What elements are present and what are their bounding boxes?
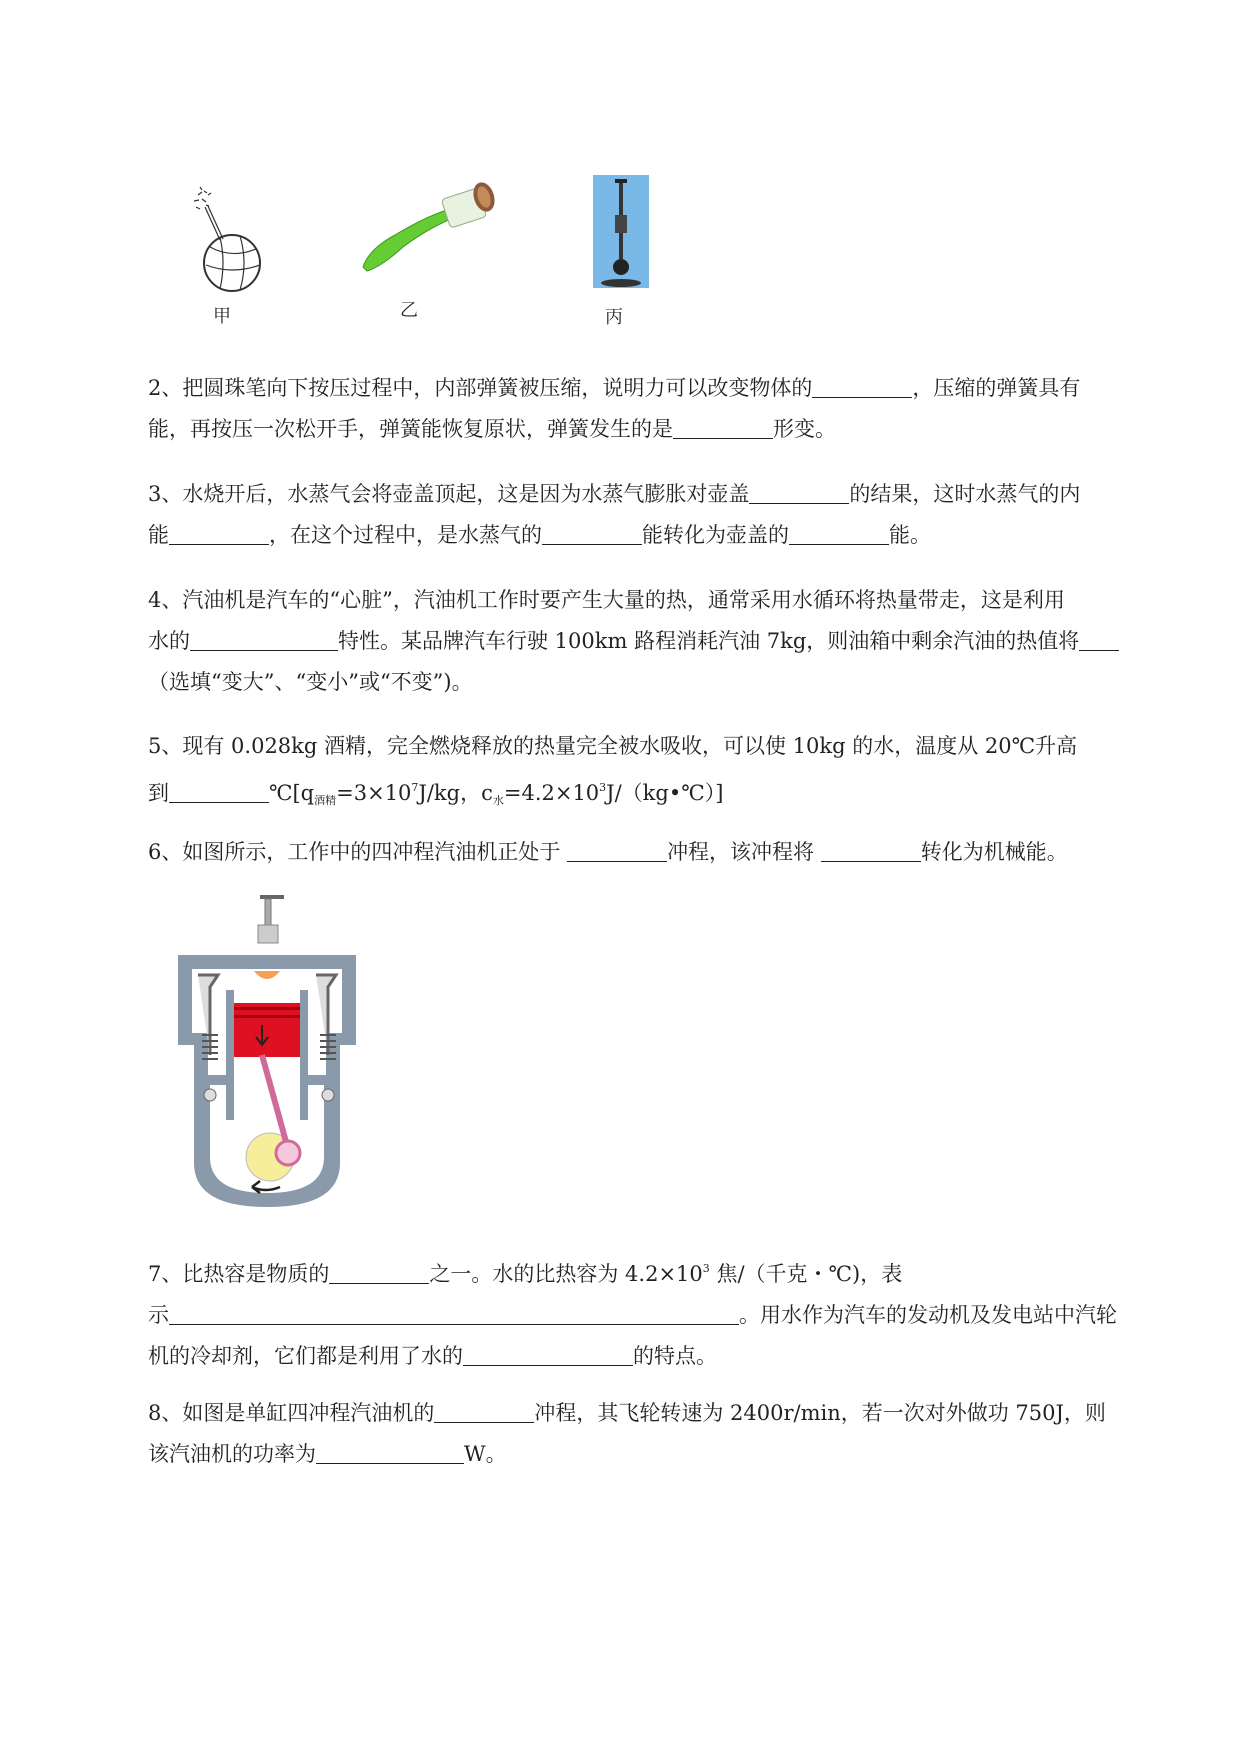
figure-jia — [180, 185, 280, 305]
question-number: 7、 — [148, 1262, 183, 1286]
question-text: 能 — [148, 523, 169, 547]
question-text: 比热容是物质的 — [182, 1262, 330, 1286]
engine-diagram — [170, 895, 370, 1215]
answer-blank[interactable] — [329, 1261, 429, 1284]
question-text: 能。 — [889, 523, 931, 547]
question-text: 冲程，其飞轮转速为 2400r/min，若一次对外做功 750J，则 — [534, 1401, 1106, 1425]
question-number: 2、 — [148, 376, 183, 400]
question-text: 该汽油机的功率为 — [148, 1442, 316, 1466]
figure-label-bing: 丙 — [605, 307, 623, 328]
question-7 — [148, 1248, 1153, 1377]
answer-blank[interactable] — [789, 522, 889, 545]
subscript: 酒精 — [314, 794, 337, 807]
superscript: 3 — [599, 781, 607, 794]
answer-blank[interactable] — [463, 1343, 633, 1366]
question-text: 之一。水的比热容为 4.2×10 — [429, 1262, 703, 1286]
flexible-tube-illustration — [355, 175, 505, 285]
question-5 — [148, 726, 1153, 821]
question-text: 如图是单缸四冲程汽油机的 — [182, 1401, 435, 1425]
answer-blank[interactable] — [749, 481, 849, 504]
question-text: 机的冷却剂，它们都是利用了水的 — [148, 1344, 463, 1368]
question-number: 8、 — [148, 1401, 183, 1425]
question-text: W。 — [464, 1442, 507, 1466]
question-text: 。用水作为汽车的发动机及发电站中汽轮 — [739, 1303, 1117, 1327]
question-text: ℃[q — [269, 781, 315, 805]
question-4 — [148, 580, 1153, 703]
question-text: J/kg，c — [418, 781, 493, 805]
question-number: 6、 — [148, 840, 183, 864]
answer-blank[interactable] — [812, 375, 912, 398]
figure-yi — [355, 175, 505, 285]
question-text: 转化为机械能。 — [920, 840, 1068, 864]
question-text: 的特点。 — [633, 1344, 717, 1368]
figure-label-yi: 乙 — [400, 300, 418, 321]
question-text: 现有 0.028kg 酒精，完全燃烧释放的热量完全被水吸收，可以使 10kg 的水，温度从 20℃升高 — [182, 734, 1078, 758]
question-text: 示 — [148, 1303, 169, 1327]
question-text: 的结果，这时水蒸气的内 — [849, 482, 1081, 506]
superscript: 3 — [702, 1262, 710, 1275]
answer-blank[interactable] — [169, 1302, 739, 1325]
question-text: 焦/（千克・℃)，表 — [709, 1262, 903, 1286]
answer-blank[interactable] — [169, 522, 269, 545]
figure-bing — [593, 175, 649, 288]
four-stroke-engine-illustration — [170, 895, 370, 1215]
subscript: 水 — [492, 794, 504, 807]
question-text: 能，再按压一次松开手，弹簧能恢复原状，弹簧发生的是 — [148, 417, 673, 441]
superscript: 7 — [411, 781, 419, 794]
question-6 — [148, 832, 1153, 873]
question-text: 如图所示，工作中的四冲程汽油机正处于 — [182, 840, 568, 864]
answer-blank[interactable] — [542, 522, 642, 545]
question-3 — [148, 474, 1153, 556]
question-text: =4.2×10 — [503, 781, 600, 805]
answer-blank[interactable] — [169, 780, 269, 803]
question-text: 把圆珠笔向下按压过程中，内部弹簧被压缩，说明力可以改变物体的 — [182, 376, 813, 400]
question-text: 水烧开后，水蒸气会将壶盖顶起，这是因为水蒸气膨胀对壶盖 — [182, 482, 750, 506]
answer-blank[interactable] — [821, 839, 921, 862]
answer-blank[interactable] — [190, 628, 338, 651]
question-text: 特性。某品牌汽车行驶 100km 路程消耗汽油 7kg，则油箱中剩余汽油的热值将 — [338, 629, 1080, 653]
figure-label-jia: 甲 — [213, 306, 231, 327]
question-number: 5、 — [148, 734, 183, 758]
question-number: 3、 — [148, 482, 183, 506]
ball-spray-illustration — [180, 185, 280, 305]
question-text: 汽油机是汽车的“心脏”，汽油机工作时要产生大量的热，通常采用水循环将热量带走，这是利用 — [182, 588, 1065, 612]
question-text: 能转化为壶盖的 — [642, 523, 789, 547]
answer-blank[interactable] — [1079, 628, 1119, 651]
answer-blank[interactable] — [434, 1400, 534, 1423]
answer-blank[interactable] — [673, 416, 773, 439]
question-text: ，在这个过程中，是水蒸气的 — [269, 523, 542, 547]
question-text: 形变。 — [773, 417, 836, 441]
answer-blank[interactable] — [567, 839, 667, 862]
question-number: 4、 — [148, 588, 183, 612]
question-2 — [148, 368, 1153, 450]
question-text: （选填“变大”、“变小”或“不变”)。 — [148, 670, 473, 694]
question-text: 到 — [148, 781, 169, 805]
tube-device-illustration — [593, 175, 649, 288]
question-text: =3×10 — [336, 781, 412, 805]
question-text: 冲程，该冲程将 — [667, 840, 821, 864]
question-8 — [148, 1393, 1153, 1475]
answer-blank[interactable] — [316, 1441, 464, 1464]
question-text: ，压缩的弹簧具有 — [912, 376, 1081, 400]
question-text: J/（kg•℃）] — [606, 781, 724, 805]
question-text: 水的 — [148, 629, 190, 653]
